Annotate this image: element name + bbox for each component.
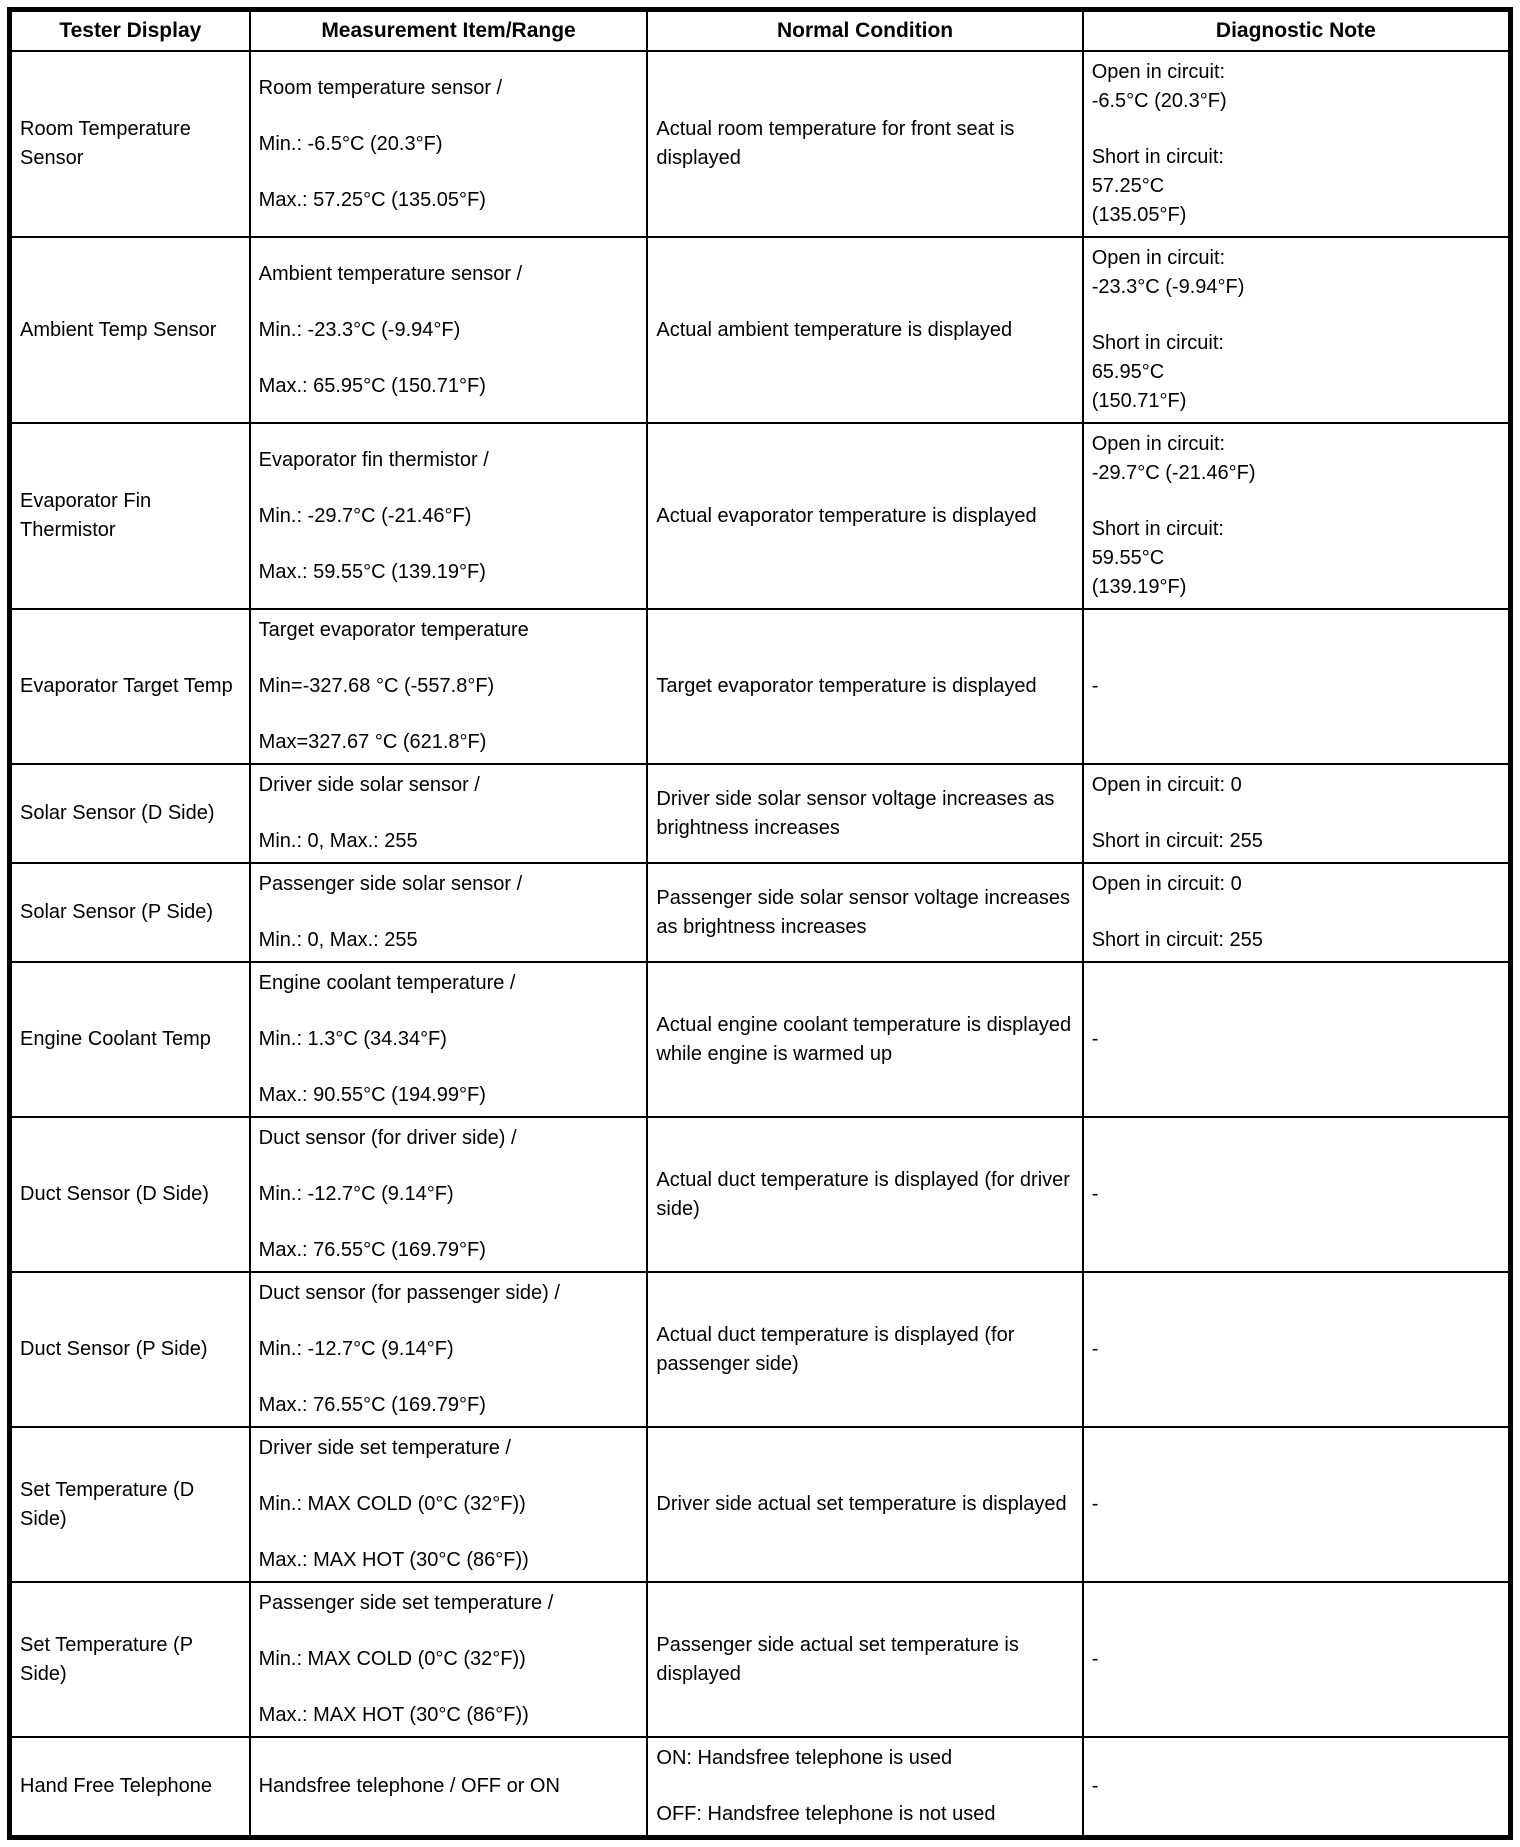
- cell-line: 59.55°C: [1091, 547, 1165, 569]
- cell-line: -: [1091, 1648, 1099, 1670]
- diagnostic-data-table: [7, 7, 1513, 1840]
- line-gap: [259, 345, 639, 372]
- cell-line: Min.: 1.3°C (34.34°F): [258, 1028, 447, 1050]
- cell-line: Short in circuit:: [1091, 146, 1224, 168]
- cell-line: Driver side solar sensor voltage increases as brightness increases: [656, 787, 1055, 839]
- cell-line: -: [1091, 1493, 1099, 1515]
- cell-line: Passenger side set temperature /: [258, 1592, 554, 1614]
- cell-line: Min=-327.68 °C (-557.8°F): [258, 675, 495, 697]
- line-gap: [259, 1308, 639, 1335]
- line-gap: [259, 475, 639, 502]
- cell-measurement: [250, 237, 648, 423]
- line-gap: [259, 899, 639, 926]
- cell-line: Evaporator Fin Thermistor: [20, 490, 152, 541]
- cell-line: -6.5°C (20.3°F): [1091, 90, 1227, 112]
- table-row: [10, 962, 1511, 1117]
- cell-diagnostic-note: [1083, 423, 1511, 609]
- cell-line: Max.: 76.55°C (169.79°F): [258, 1239, 486, 1261]
- cell-line: Min.: MAX COLD (0°C (32°F)): [258, 1648, 526, 1670]
- cell-line: Room temperature sensor /: [258, 76, 503, 99]
- cell-line: Driver side set temperature /: [258, 1437, 511, 1459]
- cell-measurement: [250, 764, 648, 863]
- table-row: [10, 764, 1511, 863]
- cell-line: Actual room temperature for front seat is displayed: [656, 118, 1015, 169]
- cell-line: Max.: MAX HOT (30°C (86°F)): [258, 1549, 529, 1571]
- line-gap: [259, 1054, 639, 1081]
- cell-line: Open in circuit:: [1091, 247, 1226, 269]
- line-gap: [656, 1773, 1073, 1800]
- cell-tester-display: [10, 1737, 250, 1838]
- cell-line: Max.: 65.95°C (150.71°F): [258, 374, 486, 397]
- cell-line: Set Temperature (D Side): [20, 1478, 195, 1530]
- line-gap: [1092, 116, 1500, 143]
- table-row: [10, 609, 1511, 764]
- cell-diagnostic-note: [1083, 51, 1511, 237]
- cell-line: Driver side actual set temperature is displayed: [656, 1493, 1067, 1515]
- cell-line: Ambient temperature sensor /: [258, 262, 523, 285]
- cell-measurement: [250, 1117, 648, 1272]
- cell-line: Min.: 0, Max.: 255: [258, 830, 418, 852]
- cell-line: Max.: 76.55°C (169.79°F): [258, 1394, 486, 1416]
- cell-measurement: [250, 962, 648, 1117]
- cell-line: Set Temperature (P Side): [20, 1633, 193, 1685]
- line-gap: [1092, 488, 1500, 515]
- cell-normal-condition: [647, 1272, 1082, 1427]
- cell-line: Handsfree telephone / OFF or ON: [258, 1775, 560, 1797]
- line-gap: [259, 1618, 639, 1645]
- cell-line: Evaporator fin thermistor /: [258, 448, 489, 471]
- cell-diagnostic-note: [1083, 1582, 1511, 1737]
- header-diagnostic-note: Diagnostic Note: [1083, 10, 1511, 52]
- cell-line: 57.25°C: [1091, 175, 1165, 197]
- cell-normal-condition: [647, 962, 1082, 1117]
- line-gap: [259, 1463, 639, 1490]
- cell-measurement: [250, 423, 648, 609]
- cell-line: Engine Coolant Temp: [20, 1028, 211, 1050]
- cell-tester-display: [10, 609, 250, 764]
- cell-line: Short in circuit:: [1091, 518, 1224, 540]
- cell-line: (150.71°F): [1091, 390, 1187, 412]
- cell-line: Min.: -6.5°C (20.3°F): [258, 132, 443, 155]
- line-gap: [1092, 899, 1500, 926]
- table-row: [10, 423, 1511, 609]
- cell-line: Max.: 90.55°C (194.99°F): [258, 1084, 486, 1106]
- cell-line: Actual evaporator temperature is displayed: [656, 504, 1037, 527]
- line-gap: [1092, 302, 1500, 329]
- cell-line: 65.95°C: [1091, 361, 1165, 383]
- line-gap: [259, 531, 639, 558]
- line-gap: [259, 159, 639, 186]
- cell-line: Engine coolant temperature /: [258, 972, 516, 994]
- cell-normal-condition: [647, 863, 1082, 962]
- cell-line: Min.: -12.7°C (9.14°F): [258, 1183, 454, 1205]
- cell-line: Actual duct temperature is displayed (for driver side): [656, 1168, 1070, 1220]
- table-row: [10, 237, 1511, 423]
- cell-tester-display: [10, 1427, 250, 1582]
- cell-line: Open in circuit:: [1091, 61, 1226, 83]
- header-normal-condition: Normal Condition: [647, 10, 1082, 52]
- cell-measurement: [250, 863, 648, 962]
- cell-line: Open in circuit: 0: [1091, 873, 1242, 895]
- cell-line: Min.: -12.7°C (9.14°F): [258, 1338, 454, 1360]
- cell-normal-condition: [647, 764, 1082, 863]
- cell-diagnostic-note: [1083, 1117, 1511, 1272]
- cell-line: -: [1091, 1183, 1099, 1205]
- cell-line: Actual ambient temperature is displayed: [656, 318, 1013, 341]
- table-row: [10, 1737, 1511, 1838]
- cell-diagnostic-note: [1083, 1737, 1511, 1838]
- cell-line: Duct sensor (for passenger side) /: [258, 1282, 560, 1304]
- table-row: [10, 863, 1511, 962]
- cell-line: Max.: MAX HOT (30°C (86°F)): [258, 1704, 529, 1726]
- cell-measurement: [250, 51, 648, 237]
- cell-tester-display: [10, 423, 250, 609]
- cell-line: Target evaporator temperature is displayed: [656, 675, 1037, 697]
- line-gap: [259, 645, 639, 672]
- cell-normal-condition: [647, 1117, 1082, 1272]
- cell-diagnostic-note: [1083, 863, 1511, 962]
- line-gap: [259, 701, 639, 728]
- cell-line: -: [1091, 1775, 1099, 1797]
- cell-line: Duct sensor (for driver side) /: [258, 1127, 517, 1149]
- cell-line: Duct Sensor (D Side): [20, 1183, 209, 1205]
- cell-line: Ambient Temp Sensor: [20, 318, 217, 341]
- table-body: [10, 51, 1511, 1838]
- cell-line: (135.05°F): [1091, 204, 1187, 226]
- line-gap: [259, 1209, 639, 1236]
- cell-line: Max=327.67 °C (621.8°F): [258, 731, 487, 753]
- table-row: [10, 1117, 1511, 1272]
- cell-line: Solar Sensor (P Side): [20, 901, 214, 923]
- header-measurement-item-range: Measurement Item/Range: [250, 10, 648, 52]
- cell-tester-display: [10, 51, 250, 237]
- cell-measurement: [250, 609, 648, 764]
- cell-diagnostic-note: [1083, 1427, 1511, 1582]
- cell-line: Passenger side actual set temperature is displayed: [656, 1633, 1019, 1685]
- cell-measurement: [250, 1272, 648, 1427]
- cell-line: Min.: -23.3°C (-9.94°F): [258, 318, 461, 341]
- cell-line: -: [1091, 1028, 1099, 1050]
- cell-normal-condition: [647, 423, 1082, 609]
- cell-measurement: [250, 1582, 648, 1737]
- cell-line: Room Temperature Sensor: [20, 118, 191, 169]
- cell-diagnostic-note: [1083, 962, 1511, 1117]
- cell-measurement: [250, 1427, 648, 1582]
- cell-line: Actual engine coolant temperature is displayed while engine is warmed up: [656, 1013, 1072, 1065]
- cell-line: Open in circuit: 0: [1091, 774, 1242, 796]
- cell-tester-display: [10, 962, 250, 1117]
- cell-line: ON: Handsfree telephone is used: [656, 1747, 953, 1769]
- table-row: [10, 1582, 1511, 1737]
- cell-tester-display: [10, 1272, 250, 1427]
- line-gap: [259, 289, 639, 316]
- cell-line: -: [1091, 1338, 1099, 1360]
- cell-line: Passenger side solar sensor voltage increases as brightness increases: [656, 886, 1070, 938]
- cell-normal-condition: [647, 1582, 1082, 1737]
- cell-line: Hand Free Telephone: [20, 1775, 212, 1797]
- line-gap: [259, 800, 639, 827]
- cell-line: Max.: 59.55°C (139.19°F): [258, 560, 486, 583]
- cell-diagnostic-note: [1083, 237, 1511, 423]
- line-gap: [259, 1519, 639, 1546]
- line-gap: [259, 1674, 639, 1701]
- line-gap: [259, 1153, 639, 1180]
- cell-diagnostic-note: [1083, 1272, 1511, 1427]
- cell-normal-condition: [647, 51, 1082, 237]
- table-header-row: [10, 10, 1511, 52]
- cell-tester-display: [10, 237, 250, 423]
- header-tester-display: Tester Display: [10, 10, 250, 52]
- line-gap: [1092, 800, 1500, 827]
- cell-line: Min.: MAX COLD (0°C (32°F)): [258, 1493, 526, 1515]
- cell-diagnostic-note: [1083, 764, 1511, 863]
- table-row: [10, 1427, 1511, 1582]
- cell-line: Min.: 0, Max.: 255: [258, 929, 418, 951]
- cell-line: -: [1091, 675, 1099, 697]
- cell-line: Short in circuit: 255: [1091, 830, 1263, 852]
- cell-tester-display: [10, 764, 250, 863]
- cell-line: (139.19°F): [1091, 576, 1187, 598]
- cell-line: Open in circuit:: [1091, 433, 1226, 455]
- cell-line: -23.3°C (-9.94°F): [1091, 276, 1245, 298]
- cell-measurement: [250, 1737, 648, 1838]
- table-row: [10, 1272, 1511, 1427]
- table-row: [10, 51, 1511, 237]
- cell-line: Actual duct temperature is displayed (for passenger side): [656, 1323, 1015, 1375]
- cell-normal-condition: [647, 1737, 1082, 1838]
- line-gap: [259, 103, 639, 130]
- cell-line: OFF: Handsfree telephone is not used: [656, 1803, 996, 1825]
- cell-diagnostic-note: [1083, 609, 1511, 764]
- cell-normal-condition: [647, 609, 1082, 764]
- cell-line: Duct Sensor (P Side): [20, 1338, 208, 1360]
- cell-tester-display: [10, 863, 250, 962]
- cell-normal-condition: [647, 237, 1082, 423]
- cell-line: Evaporator Target Temp: [20, 675, 233, 697]
- cell-line: Short in circuit: 255: [1091, 929, 1263, 951]
- cell-line: Short in circuit:: [1091, 332, 1224, 354]
- cell-line: Min.: -29.7°C (-21.46°F): [258, 504, 472, 527]
- cell-line: Target evaporator temperature: [258, 619, 529, 641]
- cell-tester-display: [10, 1117, 250, 1272]
- cell-line: Passenger side solar sensor /: [258, 873, 523, 895]
- cell-line: Solar Sensor (D Side): [20, 802, 215, 824]
- cell-tester-display: [10, 1582, 250, 1737]
- line-gap: [259, 1364, 639, 1391]
- cell-line: Max.: 57.25°C (135.05°F): [258, 188, 486, 211]
- line-gap: [259, 998, 639, 1025]
- cell-line: -29.7°C (-21.46°F): [1091, 462, 1256, 484]
- cell-line: Driver side solar sensor /: [258, 774, 480, 796]
- cell-normal-condition: [647, 1427, 1082, 1582]
